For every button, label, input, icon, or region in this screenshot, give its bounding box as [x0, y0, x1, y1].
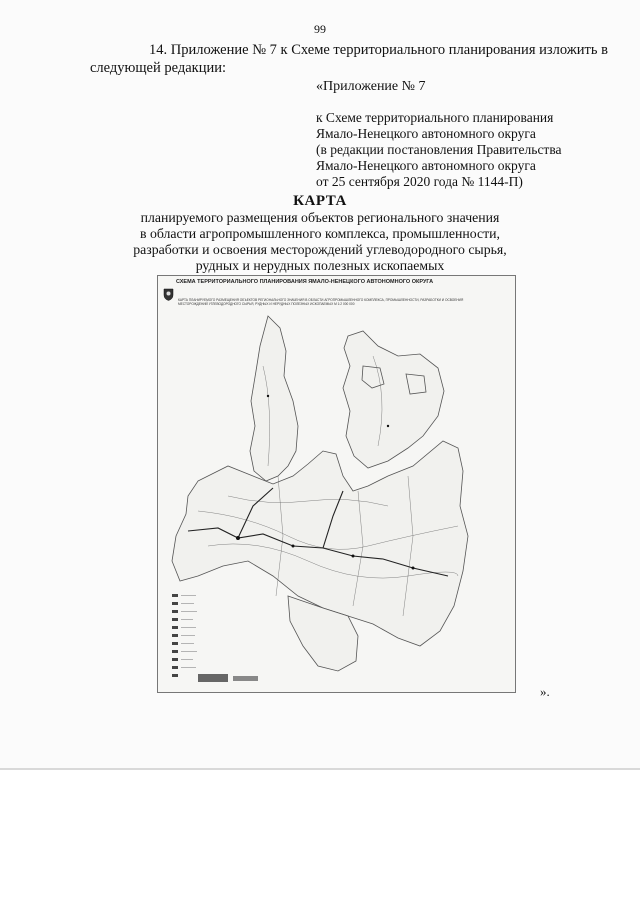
appendix-line: Ямало-Ненецкого автономного округа: [316, 126, 536, 141]
page-number: 99: [314, 22, 326, 36]
map-subtitle-line: разработки и освоения месторождений углеводородного сырья,: [133, 242, 507, 257]
appendix-line: от 25 сентября 2020 года № 1144-П): [316, 174, 523, 189]
yamal-peninsula: [250, 316, 298, 481]
map-heading: КАРТА: [293, 193, 347, 209]
map-subtitle-line: планируемого размещения объектов регионального значения: [140, 210, 500, 225]
paragraph-line-1: 14. Приложение № 7 к Схеме территориального планирования изложить в: [149, 42, 608, 58]
closing-quote: ».: [540, 684, 550, 699]
gydan-peninsula: [343, 331, 444, 468]
map-image: [157, 275, 516, 693]
region-map: [158, 276, 515, 692]
appendix-title: «Приложение № 7: [316, 79, 426, 94]
appendix-line: к Схеме территориального планирования: [316, 110, 554, 125]
map-legend: [172, 594, 258, 682]
map-subtitle-line: в области агропромышленного комплекса, промышленности,: [140, 226, 500, 241]
map-caption: КАРТА ПЛАНИРУЕМОГО РАЗМЕЩЕНИЯ ОБЪЕКТОВ РЕГИОНАЛЬНОГО ЗНАЧЕНИЯ В ОБЛАСТИ АГРОПРОМЫШЛЕННОГО КОМПЛЕКСА, ПРОМЫШЛЕННОСТИ, РАЗРАБОТКИ И ОСВОЕНИЯ МЕСТОРОЖДЕНИЙ УГЛЕВОДОРОДНОГО СЫРЬЯ, РУДНЫХ И НЕРУДНЫХ ПОЛЕЗНЫХ ИСКОПАЕМЫХ М 1:2 000 000: [178, 298, 464, 306]
map-subtitle-line: рудных и нерудных полезных ископаемых: [195, 258, 445, 273]
appendix-line: (в редакции постановления Правительства: [316, 142, 562, 157]
map-title: СХЕМА ТЕРРИТОРИАЛЬНОГО ПЛАНИРОВАНИЯ ЯМАЛО-НЕНЕЦКОГО АВТОНОМНОГО ОКРУГА: [176, 279, 434, 285]
island: [406, 374, 426, 394]
paragraph-line-2: следующей редакции:: [90, 60, 227, 76]
appendix-line: Ямало-Ненецкого автономного округа: [316, 158, 536, 173]
page-edge: [0, 768, 640, 770]
